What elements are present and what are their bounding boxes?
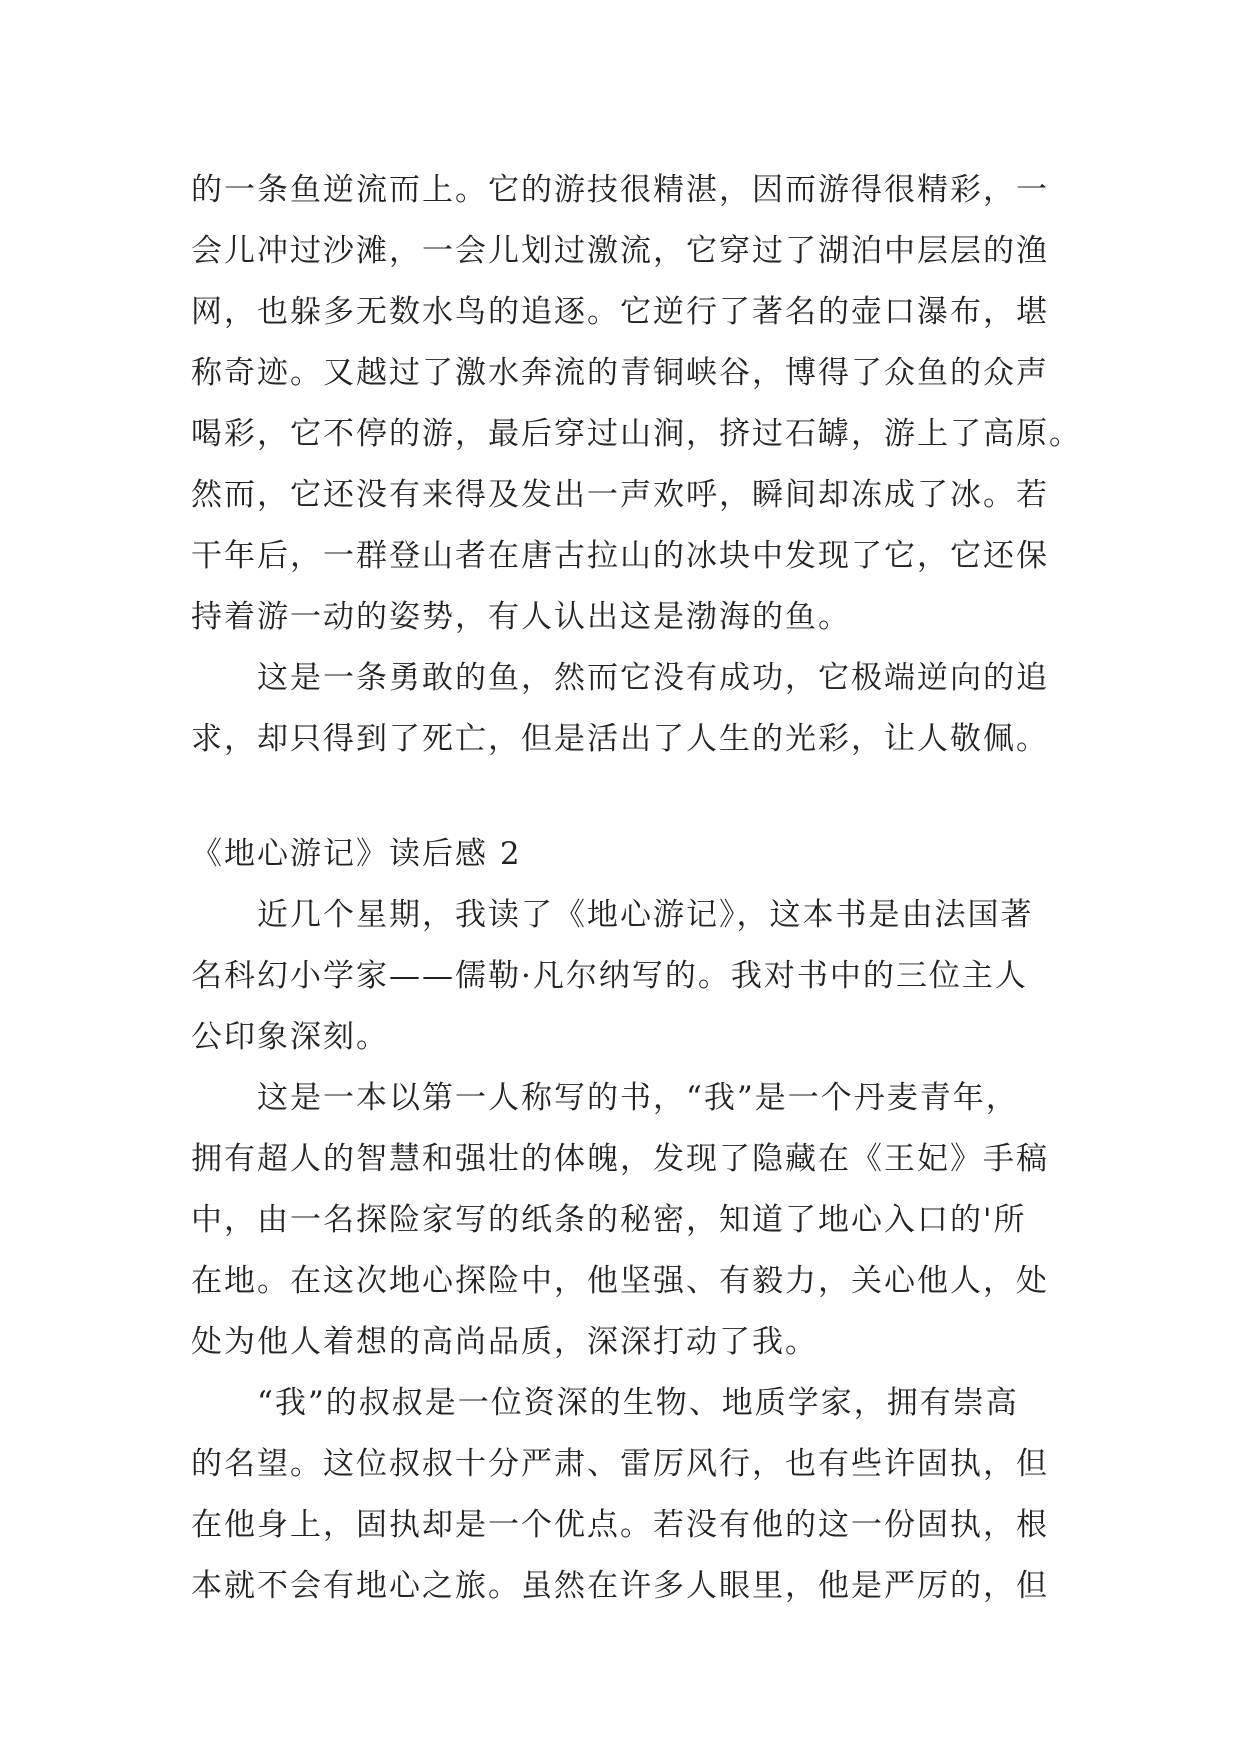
document-page [191, 160, 1082, 1617]
text-line: 会儿冲过沙滩，一会儿划过激流，它穿过了湖泊中层层的渔 [191, 233, 1049, 269]
section-gap [191, 770, 1061, 824]
text-line: 这是一本以第一人称写的书，“我”是一个丹麦青年， [257, 1080, 1019, 1116]
text-line: “我”的叔叔是一位资深的生物、地质学家，拥有崇高 [257, 1385, 1019, 1421]
paragraph [191, 1068, 1061, 1373]
paragraph [191, 1373, 1061, 1617]
text-line: 持着游一动的姿势，有人认出这是渤海的鱼。 [191, 599, 851, 635]
text-line: 的名望。这位叔叔十分严肃、雷厉风行，也有些许固执，但 [191, 1446, 1049, 1482]
paragraph [191, 885, 1061, 1068]
text-line: 的一条鱼逆流而上。它的游技很精湛，因而游得很精彩，一 [191, 172, 1049, 208]
text-line: 网，也躲多无数水鸟的追逐。它逆行了著名的壶口瀑布，堪 [191, 294, 1049, 330]
text-line: 名科幻小学家——儒勒·凡尔纳写的。我对书中的三位主人 [191, 958, 1028, 994]
text-line: 在他身上，固执却是一个优点。若没有他的这一份固执，根 [191, 1507, 1049, 1543]
text-line: 近几个星期，我读了《地心游记》，这本书是由法国著 [257, 897, 1034, 933]
section-title: 《地心游记》读后感 2 [191, 836, 522, 872]
text-line: 处为他人着想的高尚品质，深深打动了我。 [191, 1324, 818, 1360]
text-line: 拥有超人的智慧和强壮的体魄，发现了隐藏在《王妃》手稿 [191, 1141, 1049, 1177]
text-line: 中，由一名探险家写的纸条的秘密，知道了地心入口的'所 [191, 1202, 1027, 1238]
text-line: 这是一条勇敢的鱼，然而它没有成功，它极端逆向的追 [257, 660, 1049, 696]
text-line: 干年后，一群登山者在唐古拉山的冰块中发现了它，它还保 [191, 538, 1049, 574]
text-line: 喝彩，它不停的游，最后穿过山涧，挤过石罅，游上了高原。 [191, 416, 1082, 452]
text-line: 在地。在这次地心探险中，他坚强、有毅力，关心他人，处 [191, 1263, 1049, 1299]
text-line: 称奇迹。又越过了激水奔流的青铜峡谷，博得了众鱼的众声 [191, 355, 1049, 391]
text-line: 本就不会有地心之旅。虽然在许多人眼里，他是严厉的，但 [191, 1568, 1049, 1604]
paragraph [191, 160, 1082, 648]
text-line: 然而，它还没有来得及发出一声欢呼，瞬间却冻成了冰。若 [191, 477, 1049, 513]
paragraph [191, 648, 1061, 770]
text-line: 公印象深刻。 [191, 1019, 389, 1055]
text-line: 求，却只得到了死亡，但是活出了人生的光彩，让人敬佩。 [191, 721, 1049, 757]
